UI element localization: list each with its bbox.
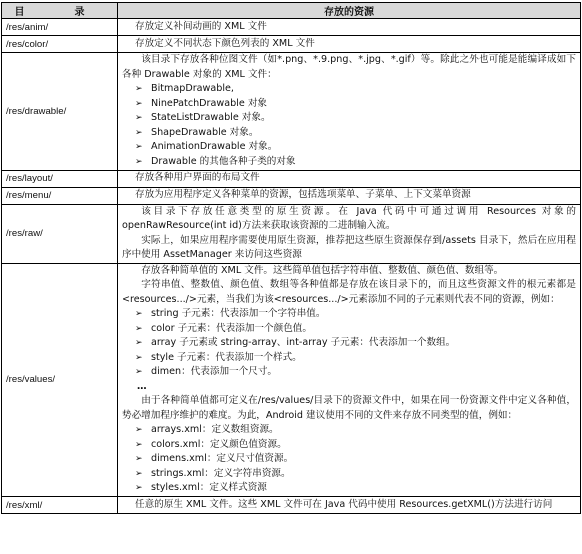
list-item bbox=[135, 351, 576, 366]
list-item-text: dimen：代表添加一个尺寸。 bbox=[151, 366, 278, 378]
dir-cell: /res/xml/ bbox=[2, 497, 118, 514]
arrow-bullet-icon: ➢ bbox=[135, 425, 143, 436]
list-item-text: colors.xml：定义颜色值资源。 bbox=[151, 438, 287, 450]
ellipsis: … bbox=[137, 381, 147, 393]
desc-cell bbox=[118, 263, 581, 496]
table-row bbox=[2, 36, 581, 53]
dir-cell: /res/drawable/ bbox=[2, 53, 118, 171]
desc-cell bbox=[118, 170, 581, 187]
list-item-text: styles.xml：定义样式资源 bbox=[151, 482, 267, 494]
desc-text: 实际上，如果应用程序需要使用原生资源，推荐把这些原生资源保存到/assets 目录下，然后在应用程序中使用 AssetManager 来访问这些资源 bbox=[122, 234, 576, 261]
arrow-bullet-icon: ➢ bbox=[135, 127, 143, 138]
arrow-bullet-icon: ➢ bbox=[135, 142, 143, 153]
arrow-bullet-icon: ➢ bbox=[135, 113, 143, 124]
list-item-text: arrays.xml：定义数组资源。 bbox=[151, 424, 279, 436]
desc-cell bbox=[118, 53, 581, 171]
arrow-bullet-icon: ➢ bbox=[135, 367, 143, 378]
list-item-text: color 子元素：代表添加一个颜色值。 bbox=[151, 322, 312, 334]
arrow-bullet-icon: ➢ bbox=[135, 468, 143, 479]
list-item bbox=[135, 365, 576, 380]
arrow-bullet-icon: ➢ bbox=[135, 98, 143, 109]
dir-cell: /res/values/ bbox=[2, 263, 118, 496]
list-item-text: AnimationDrawable 对象。 bbox=[151, 141, 278, 153]
list-item-text: StateListDrawable 对象。 bbox=[151, 112, 271, 124]
list-item bbox=[135, 336, 576, 351]
desc-text: 存放定义不同状态下颜色列表的 XML 文件 bbox=[135, 37, 315, 49]
list-item bbox=[135, 97, 576, 112]
list-item bbox=[135, 481, 576, 496]
table-row bbox=[2, 187, 581, 204]
header-resources: 存放的资源 bbox=[118, 3, 581, 19]
arrow-bullet-icon: ➢ bbox=[135, 323, 143, 334]
list-item bbox=[135, 322, 576, 337]
list-item-text: style 子元素：代表添加一个样式。 bbox=[151, 351, 302, 363]
table-row bbox=[2, 170, 581, 187]
list-item-text: BitmapDrawable, bbox=[151, 83, 234, 94]
desc-text: 存放为应用程序定义各种菜单的资源，包括选项菜单、子菜单、上下文菜单资源 bbox=[135, 189, 471, 201]
desc-text: 任意的原生 XML 文件。这些 XML 文件可在 Java 代码中使用 Resources.getXML()方法进行访问 bbox=[135, 498, 553, 510]
table-row bbox=[2, 53, 581, 171]
desc-text: 存放各种用户界面的布局文件 bbox=[135, 172, 260, 184]
table-row bbox=[2, 204, 581, 263]
list-item bbox=[135, 423, 576, 438]
desc-cell bbox=[118, 19, 581, 36]
list-item bbox=[135, 140, 576, 155]
list-item bbox=[135, 155, 576, 170]
table-row bbox=[2, 19, 581, 36]
list-item bbox=[135, 452, 576, 467]
arrow-bullet-icon: ➢ bbox=[135, 84, 143, 94]
desc-cell bbox=[118, 187, 581, 204]
list-item bbox=[135, 82, 576, 97]
drawable-type-list bbox=[122, 82, 576, 170]
header-directory bbox=[2, 3, 118, 19]
desc-text: 字符串值、整数值、颜色值、数组等各种值都是存放在该目录下的，而且这些资源文件的根元素都是<resources.../>元素，当我们为该<resources.../>元素添加不同的子元素则代表不同的资源，例如： bbox=[122, 279, 576, 305]
list-item-text: string 子元素：代表添加一个字符串值。 bbox=[151, 308, 326, 320]
arrow-bullet-icon: ➢ bbox=[135, 439, 143, 450]
dir-cell: /res/menu/ bbox=[2, 187, 118, 204]
list-item-text: Drawable 的其他各种子类的对象 bbox=[151, 155, 296, 167]
arrow-bullet-icon: ➢ bbox=[135, 338, 143, 349]
list-item-text: strings.xml：定义字符串资源。 bbox=[151, 467, 291, 479]
dir-cell: /res/anim/ bbox=[2, 19, 118, 36]
dir-cell: /res/layout/ bbox=[2, 170, 118, 187]
header-directory-label: 目 录 bbox=[14, 7, 105, 18]
desc-text: 由于各种简单值都可定义在/res/values/目录下的资源文件中，如果在同一份资源文件中定义各种值，势必增加程序维护的难度。为此，Android 建议使用不同的文件来存放不同类型的值，例如： bbox=[122, 395, 576, 421]
desc-cell bbox=[118, 36, 581, 53]
desc-text: 存放各种简单值的 XML 文件。这些简单值包括字符串值、整数值、颜色值、数组等。 bbox=[141, 264, 504, 276]
arrow-bullet-icon: ➢ bbox=[135, 309, 143, 320]
arrow-bullet-icon: ➢ bbox=[135, 352, 143, 363]
dir-cell: /res/color/ bbox=[2, 36, 118, 53]
list-item bbox=[135, 467, 576, 482]
desc-text: 该目录下存放任意类型的原生资源。在 Java 代码中可通过调用 Resources 对象的 openRawResource(int id)方法来获取该资源的二进制输入流。 bbox=[122, 205, 576, 232]
table-row bbox=[2, 497, 581, 514]
list-item bbox=[135, 438, 576, 453]
desc-cell bbox=[118, 204, 581, 263]
list-item bbox=[135, 126, 576, 141]
list-item-text: array 子元素或 string-array、int-array 子元素：代表添加一个数组。 bbox=[151, 337, 456, 349]
header-row bbox=[2, 3, 581, 19]
value-element-list bbox=[122, 307, 576, 380]
list-item bbox=[135, 111, 576, 126]
list-item-text: dimens.xml：定义尺寸值资源。 bbox=[151, 453, 294, 465]
arrow-bullet-icon: ➢ bbox=[135, 454, 143, 465]
arrow-bullet-icon: ➢ bbox=[135, 156, 143, 167]
value-file-list bbox=[122, 423, 576, 496]
table-row bbox=[2, 263, 581, 496]
desc-text: 存放定义补间动画的 XML 文件 bbox=[135, 20, 267, 32]
desc-text: 该目录下存放各种位图文件（如*.png、*.9.png、*.jpg、*.gif）等。除此之外也可能是能编译成如下各种 Drawable 对象的 XML 文件： bbox=[122, 54, 576, 80]
list-item bbox=[135, 307, 576, 322]
desc-cell bbox=[118, 497, 581, 514]
list-item-text: ShapeDrawable 对象。 bbox=[151, 126, 259, 138]
list-item-text: NinePatchDrawable 对象 bbox=[151, 97, 268, 109]
resource-directory-table bbox=[1, 2, 581, 514]
arrow-bullet-icon: ➢ bbox=[135, 483, 143, 494]
dir-cell: /res/raw/ bbox=[2, 204, 118, 263]
